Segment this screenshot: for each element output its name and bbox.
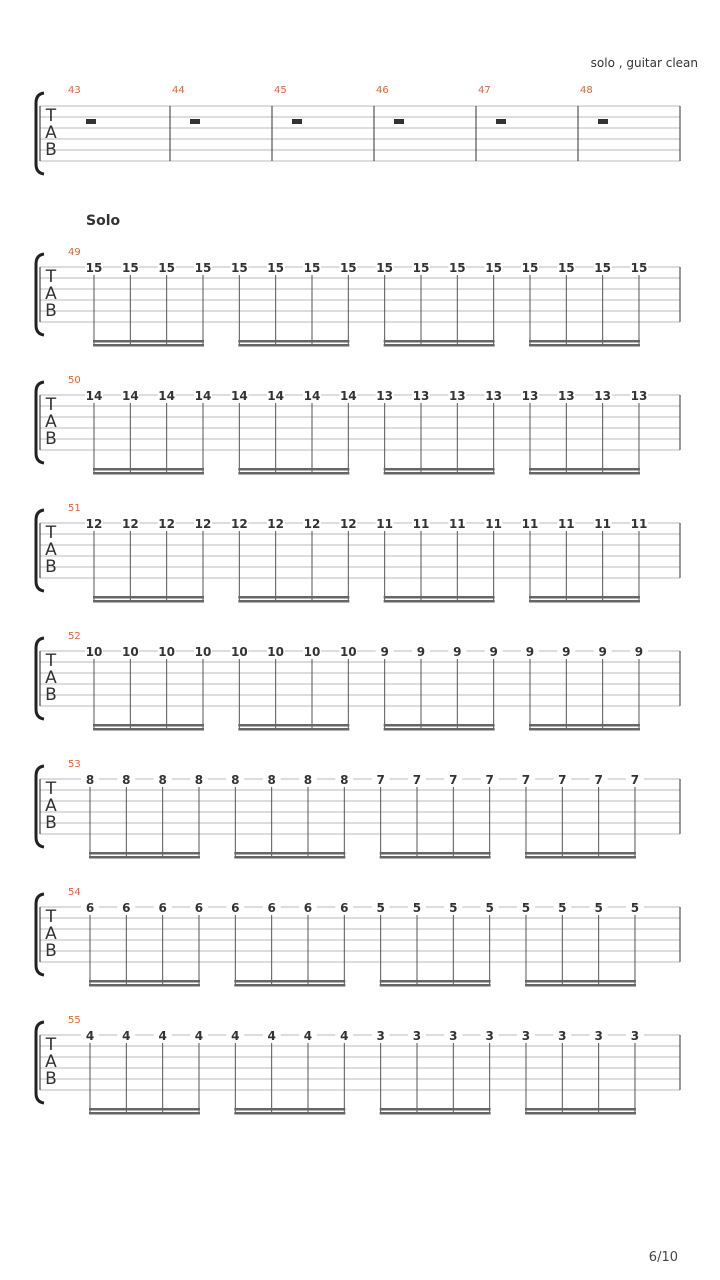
fret-number: 15 (267, 261, 285, 275)
tab-clef-t: T (45, 651, 57, 671)
measure-number: 46 (376, 85, 389, 96)
tab-clef-t: T (45, 395, 57, 415)
tab-clef-b: B (45, 1069, 57, 1089)
beam-secondary (93, 344, 204, 347)
beam-primary (529, 340, 640, 343)
fret-number: 9 (489, 645, 498, 659)
beam-secondary (529, 728, 640, 731)
fret-number: 12 (339, 517, 357, 531)
fret-number: 8 (158, 773, 167, 787)
whole-rest (598, 119, 608, 124)
fret-number: 7 (449, 773, 458, 787)
fret-number: 10 (230, 645, 248, 659)
beam-secondary (380, 984, 491, 987)
beam-primary (384, 340, 495, 343)
instrument-label: solo , guitar clean (590, 56, 698, 70)
fret-number: 14 (267, 389, 285, 403)
fret-number: 8 (340, 773, 349, 787)
fret-number: 5 (376, 901, 385, 915)
fret-number: 15 (339, 261, 357, 275)
fret-number: 15 (85, 261, 103, 275)
beam-primary (525, 980, 636, 983)
fret-number: 11 (485, 517, 503, 531)
fret-number: 11 (448, 517, 466, 531)
fret-number: 7 (630, 773, 640, 787)
fret-number: 15 (448, 261, 466, 275)
fret-number: 15 (194, 261, 212, 275)
fret-number: 14 (158, 389, 176, 403)
beam-secondary (89, 856, 200, 859)
beam-primary (380, 1108, 491, 1111)
beam-primary (529, 468, 640, 471)
fret-number: 11 (412, 517, 430, 531)
fret-number: 12 (85, 517, 103, 531)
beam-secondary (384, 728, 495, 731)
fret-number: 5 (558, 901, 567, 915)
beam-secondary (525, 856, 636, 859)
fret-number: 9 (598, 645, 607, 659)
beam-secondary (529, 344, 640, 347)
fret-number: 3 (594, 1029, 603, 1043)
fret-number: 10 (339, 645, 357, 659)
fret-number: 9 (525, 645, 535, 659)
measure-number: 51 (68, 503, 81, 514)
fret-number: 15 (230, 261, 248, 275)
fret-number: 6 (267, 901, 276, 915)
beam-secondary (234, 1112, 345, 1115)
fret-number: 15 (158, 261, 176, 275)
tab-clef-b: B (45, 813, 57, 833)
fret-number: 8 (231, 773, 240, 787)
fret-number: 9 (634, 645, 644, 659)
fret-number: 3 (485, 1029, 494, 1043)
tab-clef-b: B (45, 429, 57, 449)
fret-number: 6 (231, 901, 240, 915)
measure-number: 52 (68, 631, 81, 642)
beam-primary (529, 724, 640, 727)
beam-primary (238, 596, 349, 599)
beam-primary (93, 340, 204, 343)
fret-number: 14 (303, 389, 321, 403)
fret-number: 10 (267, 645, 285, 659)
beam-primary (93, 596, 204, 599)
fret-number: 11 (594, 517, 612, 531)
fret-number: 11 (376, 517, 394, 531)
fret-number: 11 (557, 517, 575, 531)
fret-number: 10 (121, 645, 139, 659)
fret-number: 4 (303, 1029, 313, 1043)
fret-number: 8 (267, 773, 276, 787)
tab-clef-t: T (45, 267, 57, 287)
fret-number: 8 (122, 773, 131, 787)
fret-number: 3 (558, 1029, 567, 1043)
measure-number: 48 (580, 85, 593, 96)
tab-clef-b: B (45, 685, 57, 705)
tab-clef-a: A (45, 284, 57, 304)
beam-secondary (384, 344, 495, 347)
beam-secondary (234, 856, 345, 859)
beam-secondary (238, 472, 349, 475)
tab-clef-t: T (45, 779, 57, 799)
fret-number: 10 (85, 645, 103, 659)
beam-primary (93, 468, 204, 471)
tab-clef-a: A (45, 668, 57, 688)
fret-number: 4 (267, 1029, 276, 1043)
beam-secondary (525, 1112, 636, 1115)
fret-number: 13 (594, 389, 612, 403)
fret-number: 11 (521, 517, 539, 531)
fret-number: 10 (158, 645, 176, 659)
fret-number: 13 (485, 389, 503, 403)
fret-number: 12 (121, 517, 139, 531)
measure-number: 53 (68, 759, 81, 770)
beam-secondary (89, 984, 200, 987)
beam-primary (384, 468, 495, 471)
fret-number: 5 (521, 901, 531, 915)
fret-number: 10 (303, 645, 321, 659)
fret-number: 7 (521, 773, 531, 787)
fret-number: 3 (412, 1029, 422, 1043)
whole-rest (190, 119, 200, 124)
fret-number: 6 (85, 901, 95, 915)
measure-number: 49 (68, 247, 81, 258)
fret-number: 7 (485, 773, 494, 787)
fret-number: 5 (630, 901, 640, 915)
fret-number: 6 (122, 901, 131, 915)
fret-number: 15 (630, 261, 648, 275)
beam-secondary (384, 600, 495, 603)
whole-rest (496, 119, 506, 124)
tab-clef-b: B (45, 941, 57, 961)
beam-primary (238, 340, 349, 343)
fret-number: 10 (194, 645, 212, 659)
fret-number: 14 (194, 389, 212, 403)
beam-primary (93, 724, 204, 727)
fret-number: 13 (376, 389, 394, 403)
measure-number: 45 (274, 85, 287, 96)
fret-number: 13 (521, 389, 539, 403)
fret-number: 9 (380, 645, 389, 659)
fret-number: 12 (303, 517, 321, 531)
fret-number: 6 (303, 901, 313, 915)
beam-secondary (384, 472, 495, 475)
fret-number: 9 (416, 645, 426, 659)
fret-number: 13 (412, 389, 430, 403)
beam-secondary (529, 472, 640, 475)
fret-number: 4 (231, 1029, 240, 1043)
beam-primary (380, 852, 491, 855)
fret-number: 15 (303, 261, 321, 275)
tab-clef-a: A (45, 412, 57, 432)
fret-number: 6 (340, 901, 349, 915)
fret-number: 15 (412, 261, 430, 275)
fret-number: 7 (376, 773, 385, 787)
fret-number: 11 (630, 517, 648, 531)
beam-secondary (89, 1112, 200, 1115)
beam-secondary (93, 472, 204, 475)
beam-primary (234, 980, 345, 983)
fret-number: 7 (558, 773, 567, 787)
fret-number: 14 (121, 389, 139, 403)
fret-number: 5 (485, 901, 494, 915)
section-label-solo: Solo (86, 213, 121, 229)
fret-number: 5 (594, 901, 603, 915)
fret-number: 12 (158, 517, 176, 531)
fret-number: 12 (194, 517, 212, 531)
measure-number: 50 (68, 375, 81, 386)
beam-primary (380, 980, 491, 983)
measure-number: 44 (172, 85, 185, 96)
whole-rest (292, 119, 302, 124)
beam-secondary (529, 600, 640, 603)
page-number: 6/10 (648, 1250, 678, 1265)
fret-number: 15 (121, 261, 139, 275)
tab-clef-b: B (45, 557, 57, 577)
fret-number: 12 (267, 517, 285, 531)
beam-secondary (238, 344, 349, 347)
beam-secondary (380, 1112, 491, 1115)
fret-number: 8 (194, 773, 204, 787)
beam-primary (234, 852, 345, 855)
whole-rest (86, 119, 96, 124)
tab-clef-t: T (45, 1035, 57, 1055)
beam-secondary (93, 600, 204, 603)
beam-primary (89, 852, 200, 855)
beam-secondary (380, 856, 491, 859)
fret-number: 8 (85, 773, 95, 787)
fret-number: 7 (594, 773, 603, 787)
beam-primary (525, 852, 636, 855)
beam-primary (238, 468, 349, 471)
beam-secondary (93, 728, 204, 731)
fret-number: 15 (376, 261, 394, 275)
measure-number: 54 (68, 887, 81, 898)
fret-number: 15 (521, 261, 539, 275)
fret-number: 13 (448, 389, 466, 403)
fret-number: 5 (449, 901, 458, 915)
measure-number: 43 (68, 85, 81, 96)
fret-number: 3 (521, 1029, 531, 1043)
fret-number: 14 (339, 389, 357, 403)
fret-number: 4 (194, 1029, 204, 1043)
beam-primary (238, 724, 349, 727)
fret-number: 6 (194, 901, 204, 915)
fret-number: 15 (557, 261, 575, 275)
tab-clef-a: A (45, 540, 57, 560)
beam-primary (89, 1108, 200, 1111)
beam-primary (384, 724, 495, 727)
fret-number: 4 (122, 1029, 131, 1043)
beam-primary (234, 1108, 345, 1111)
beam-primary (525, 1108, 636, 1111)
tab-clef-a: A (45, 796, 57, 816)
measure-number: 47 (478, 85, 491, 96)
fret-number: 7 (412, 773, 422, 787)
fret-number: 4 (340, 1029, 349, 1043)
tab-clef-a: A (45, 924, 57, 944)
fret-number: 4 (85, 1029, 95, 1043)
fret-number: 5 (412, 901, 422, 915)
fret-number: 4 (158, 1029, 167, 1043)
fret-number: 3 (630, 1029, 640, 1043)
beam-secondary (238, 728, 349, 731)
tab-clef-a: A (45, 1052, 57, 1072)
tab-clef-b: B (45, 140, 57, 160)
tab-clef-t: T (45, 106, 57, 126)
fret-number: 12 (230, 517, 248, 531)
fret-number: 3 (376, 1029, 385, 1043)
fret-number: 14 (230, 389, 248, 403)
fret-number: 9 (562, 645, 571, 659)
beam-primary (89, 980, 200, 983)
beam-secondary (525, 984, 636, 987)
tab-clef-t: T (45, 907, 57, 927)
tab-clef-a: A (45, 123, 57, 143)
fret-number: 8 (303, 773, 313, 787)
beam-secondary (238, 600, 349, 603)
measure-number: 55 (68, 1015, 81, 1026)
fret-number: 14 (85, 389, 103, 403)
fret-number: 15 (594, 261, 612, 275)
fret-number: 9 (453, 645, 462, 659)
whole-rest (394, 119, 404, 124)
beam-primary (384, 596, 495, 599)
beam-secondary (234, 984, 345, 987)
fret-number: 15 (485, 261, 503, 275)
fret-number: 13 (630, 389, 648, 403)
fret-number: 6 (158, 901, 167, 915)
tab-clef-b: B (45, 301, 57, 321)
fret-number: 13 (557, 389, 575, 403)
tab-clef-t: T (45, 523, 57, 543)
beam-primary (529, 596, 640, 599)
fret-number: 3 (449, 1029, 458, 1043)
